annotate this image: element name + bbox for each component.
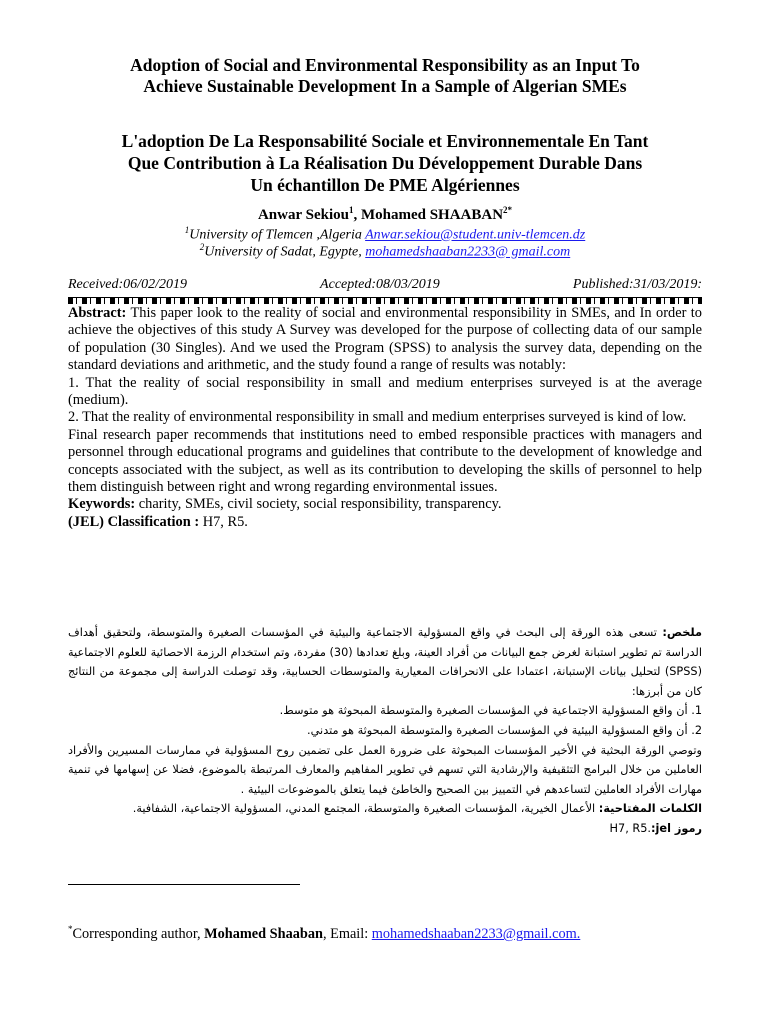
affiliation-2-email-link[interactable]: mohamedshaaban2233@ gmail.com <box>365 244 571 260</box>
author-list <box>68 205 702 224</box>
affiliation-1 <box>68 225 702 244</box>
affiliation-2-marker: 2 <box>199 242 205 252</box>
abstract-label: Abstract: <box>68 305 127 321</box>
arabic-abstract <box>68 623 702 839</box>
author-1: Anwar Sekiou <box>257 207 349 223</box>
arabic-recommendation: وتوصي الورقة البحثية في الأخير المؤسسات المبحوثة على ضرورة العمل على تضمين روح المسؤولية في ممارسات المسيرين والأفراد العاملين من خلال البرامج التثقيفية والإرشادية التي تسهم في تطوير المفاهيم والمعارف المرتبطة بالموضوع، فضلا عن إسهامها في تنمية مهارات الأفراد العاملين لتساعدهم في التمييز بين الصحيح والخاطئ فيما يتعلق بالموضوعات البيئية . <box>68 743 702 796</box>
author-separator: , <box>353 207 361 223</box>
arabic-summary-paragraph <box>68 623 702 701</box>
footnote-separator <box>68 884 300 885</box>
jel-line <box>68 514 702 531</box>
keywords-label: Keywords: <box>68 496 136 513</box>
affiliation-1-email-link[interactable]: Anwar.sekiou@student.univ-tlemcen.dz <box>365 227 586 243</box>
arabic-keywords-label: الكلمات المفتاحية: <box>598 802 702 816</box>
english-abstract <box>68 305 702 531</box>
footnote-email-label: , Email: <box>322 925 372 942</box>
english-title-line-2: Achieve Sustainable Development In a Sample of Algerian SMEs <box>143 76 627 96</box>
decorative-divider <box>68 297 702 304</box>
arabic-summary: تسعى هذه الورقة إلى البحث في واقع المسؤولية الاجتماعية والبيئية في المؤسسات الصغيرة والمتوسطة، ولتحقيق أهداف الدراسة تم تطوير استبانة لغرض جمع البيانات من أفراد العينة، وبلغ تعدادها (30) مفردة، وتم استخدام الرزمة الاحصائية للعلوم الاجتماعية (SPSS) لتحليل بيانات الإستبانة، اعتمادا على الانحرافات المعيارية والمتوسطات الحسابية، وقد توصلت الدراسة إلى مجموعة من النتائج كان من أبرزها: <box>68 626 702 698</box>
author-2: Mohamed SHAABAN <box>360 207 504 223</box>
arabic-jel-codes: H7, R5. <box>605 821 652 835</box>
french-title-line-2: Que Contribution à La Réalisation Du Développement Durable Dans <box>127 153 643 173</box>
arabic-jel-line <box>68 819 702 839</box>
author-2-affiliation-marker: 2* <box>503 205 513 215</box>
published-date: Published:31/03/2019: <box>572 277 702 292</box>
abstract-point-2: 2. That the reality of environmental responsibility in small and medium enterprises surveyed is kind of low. <box>68 409 687 426</box>
accepted-date: Accepted:08/03/2019 <box>320 277 440 292</box>
affiliation-2 <box>68 242 702 261</box>
corresponding-author-name: Mohamed Shaaban <box>204 925 323 942</box>
arabic-jel-label: رموز jel: <box>651 821 702 835</box>
french-title <box>68 130 702 196</box>
corresponding-author-email-link[interactable]: mohamedshaaban2233@gmail.com. <box>371 925 581 942</box>
footnote-marker: * <box>68 924 73 934</box>
english-title <box>68 55 702 97</box>
french-title-line-1: L'adoption De La Responsabilité Sociale et Environnementale En Tant <box>121 131 649 151</box>
keywords-line <box>68 496 702 513</box>
abstract-intro: This paper look to the reality of social and environmental responsibility in SMEs, and In order to achieve the objectives of this study A Survey was developed for the purpose of collecting data of our sample of population (30 Singles). And we used the Program (SPSS) to analysis the survey data, depending on the standard deviations and arithmetic, and the study found a range of results was notably: <box>68 305 702 374</box>
author-1-affiliation-marker: 1 <box>348 205 354 215</box>
abstract-point-1: 1. That the reality of social responsibility in small and medium enterprises surveyed is at the average (medium). <box>68 374 702 409</box>
arabic-summary-label: ملخص: <box>662 626 702 639</box>
jel-codes: H7, R5. <box>199 513 248 530</box>
affiliation-1-marker: 1 <box>184 225 190 235</box>
french-title-line-3: Un échantillon De PME Algériennes <box>250 175 520 195</box>
received-date: Received:06/02/2019 <box>68 277 187 292</box>
footnote-text: Corresponding author, <box>72 925 205 942</box>
jel-label: (JEL) Classification : <box>68 513 200 530</box>
arabic-keywords: الأعمال الخيرية، المؤسسات الصغيرة والمتوسطة، المجتمع المدني، المسؤولية الاجتماعية، الشفافية. <box>132 802 599 816</box>
keywords: charity, SMEs, civil society, social responsibility, transparency. <box>135 496 502 513</box>
abstract-recommendation: Final research paper recommends that institutions need to embed responsible practices with managers and personnel through educational programs and guidelines that contribute to the development of knowledge and concepts associated with the subject, as well as its contribution to developing the skills of personnel to help them distinguish between right and wrong regarding environmental issues. <box>68 426 702 496</box>
footnote <box>68 924 702 943</box>
publication-dates <box>68 277 702 293</box>
english-title-line-1: Adoption of Social and Environmental Responsibility as an Input To <box>130 55 640 75</box>
affiliation-2-text: University of Sadat, Egypte, <box>204 244 366 260</box>
arabic-point-2: 2. أن واقع المسؤولية البيئية في المؤسسات الصغيرة والمتوسطة المبحوثة هو متدني. <box>307 723 702 737</box>
affiliation-1-text: University of Tlemcen ,Algeria <box>189 227 366 243</box>
abstract-intro-paragraph <box>68 305 702 375</box>
arabic-point-1: 1. أن واقع المسؤولية الاجتماعية في المؤسسات الصغيرة والمتوسطة المبحوثة هو متوسط. <box>279 704 702 718</box>
arabic-keywords-line <box>68 799 702 819</box>
